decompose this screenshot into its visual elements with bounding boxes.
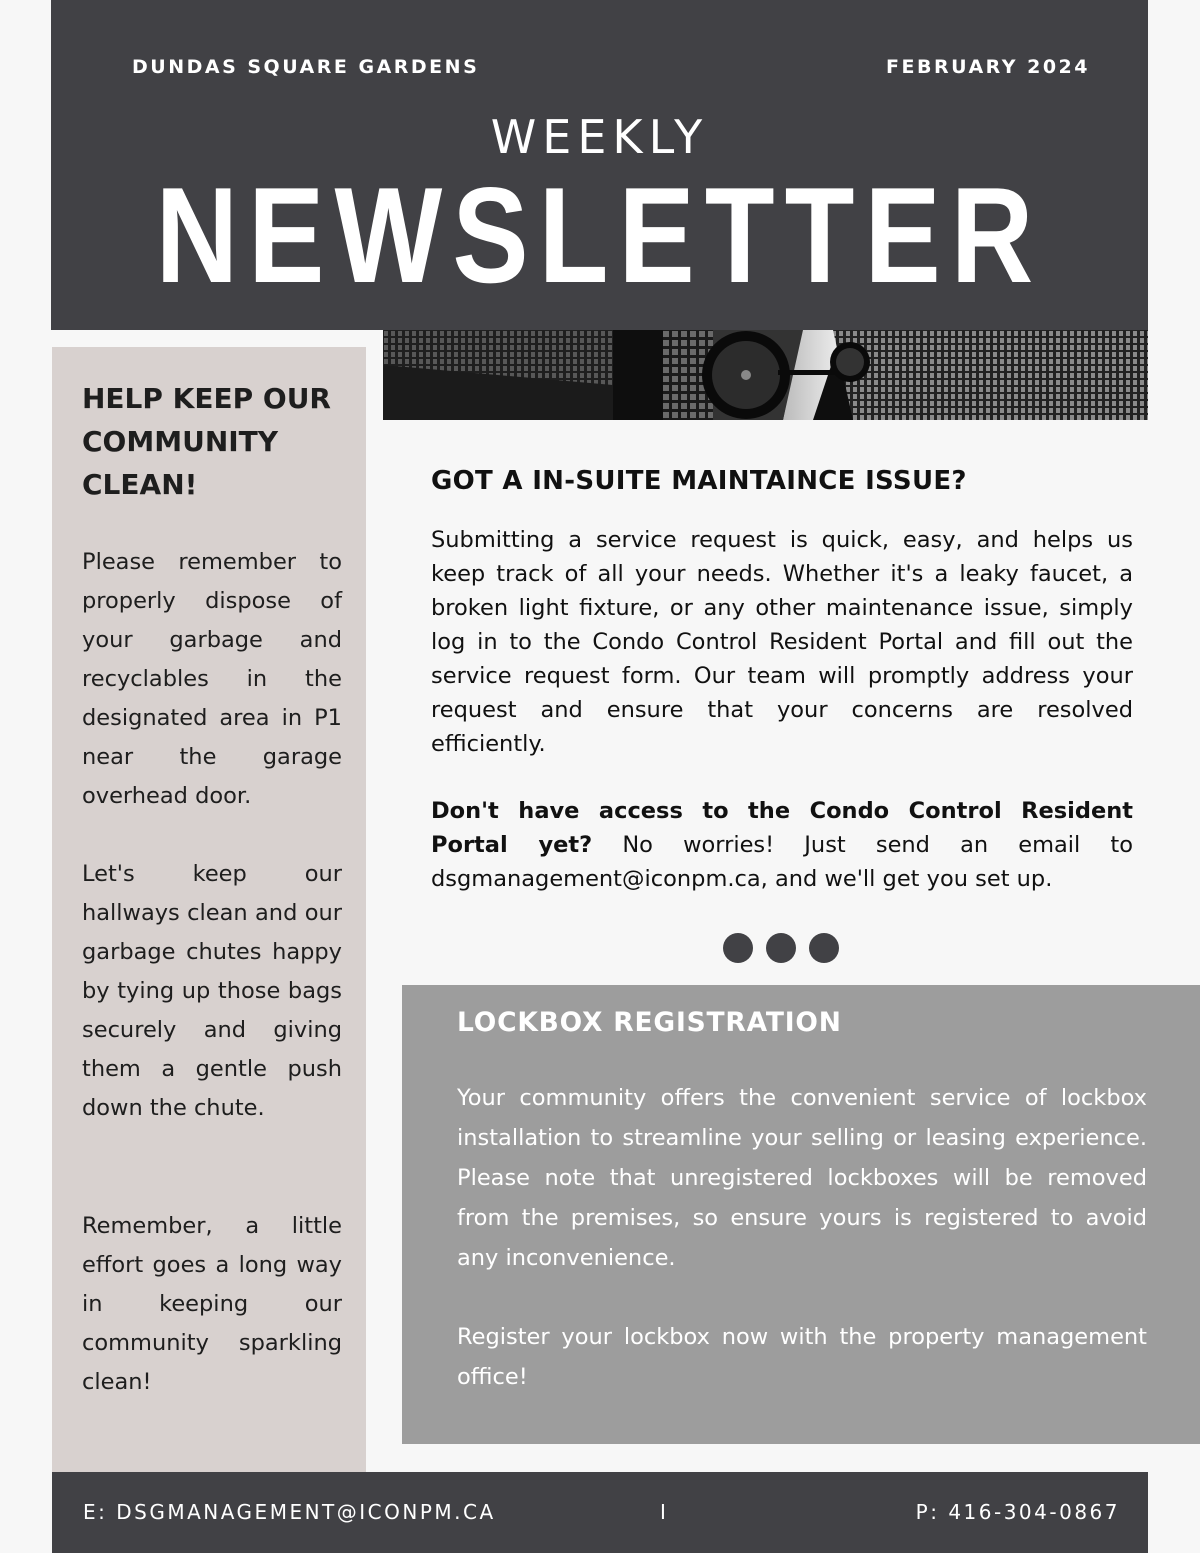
portal-access-question: Don't have access to the Condo Control Resident Portal yet?: [431, 798, 1133, 858]
sidebar-heading: HELP KEEP OUR COMMUNITY CLEAN!: [82, 382, 331, 501]
newsletter-title: NEWSLETTER: [155, 159, 1044, 311]
divider-dot: [766, 933, 796, 963]
section-divider: [723, 933, 839, 963]
maintenance-paragraph: Submitting a service request is quick, easy, and helps us keep track of all your needs. Whether it's a leaky faucet, a broken light fixture, or any other maintenance issue, simply log in to the Condo Control Resident Portal and fill out the service request form. Our team will promptly address your request and ensure that your concerns are resolved efficiently.: [431, 527, 1133, 757]
sidebar-paragraph: Let's keep our hallways clean and our garbage chutes happy by tying up those bags securely and giving them a gentle push down the chute.: [82, 861, 342, 1121]
lockbox-paragraph: Register your lockbox now with the property management office!: [457, 1324, 1147, 1390]
sidebar-paragraph: Remember, a little effort goes a long way in keeping our community sparkling clean!: [82, 1213, 342, 1395]
building-photo-graphic: [383, 330, 1148, 420]
issue-date: FEBRUARY 2024: [886, 56, 1090, 78]
newsletter-kicker: WEEKLY: [490, 110, 709, 164]
lockbox-registration-panel: [402, 985, 1200, 1444]
maintenance-heading: GOT A IN-SUITE MAINTAINCE ISSUE?: [431, 466, 967, 496]
lockbox-paragraph: Your community offers the convenient service of lockbox installation to streamline your selling or leasing experience. Please note that unregistered lockboxes will be removed from the premises, so ensure yours is registered to avoid any inconvenience.: [457, 1085, 1147, 1271]
divider-dot: [723, 933, 753, 963]
newsletter-header: [51, 0, 1148, 330]
footer-email: E: DSGMANAGEMENT@ICONPM.CA: [83, 1500, 496, 1524]
organization-name: DUNDAS SQUARE GARDENS: [132, 56, 480, 78]
building-photo: [383, 330, 1148, 420]
portal-access-answer: No worries! Just send an email to dsgmanagement@iconpm.ca, and we'll get you set up.: [431, 832, 1133, 892]
divider-dot: [809, 933, 839, 963]
footer-phone: P: 416-304-0867: [915, 1500, 1120, 1524]
footer-separator: I: [660, 1500, 669, 1524]
community-clean-sidebar: [52, 347, 366, 1473]
contact-footer: [52, 1472, 1148, 1553]
portal-access-paragraph: [431, 794, 1133, 896]
lockbox-heading: LOCKBOX REGISTRATION: [457, 1007, 842, 1038]
sidebar-paragraph: Please remember to properly dispose of your garbage and recyclables in the designated area in P1 near the garage overhead door.: [82, 549, 342, 809]
